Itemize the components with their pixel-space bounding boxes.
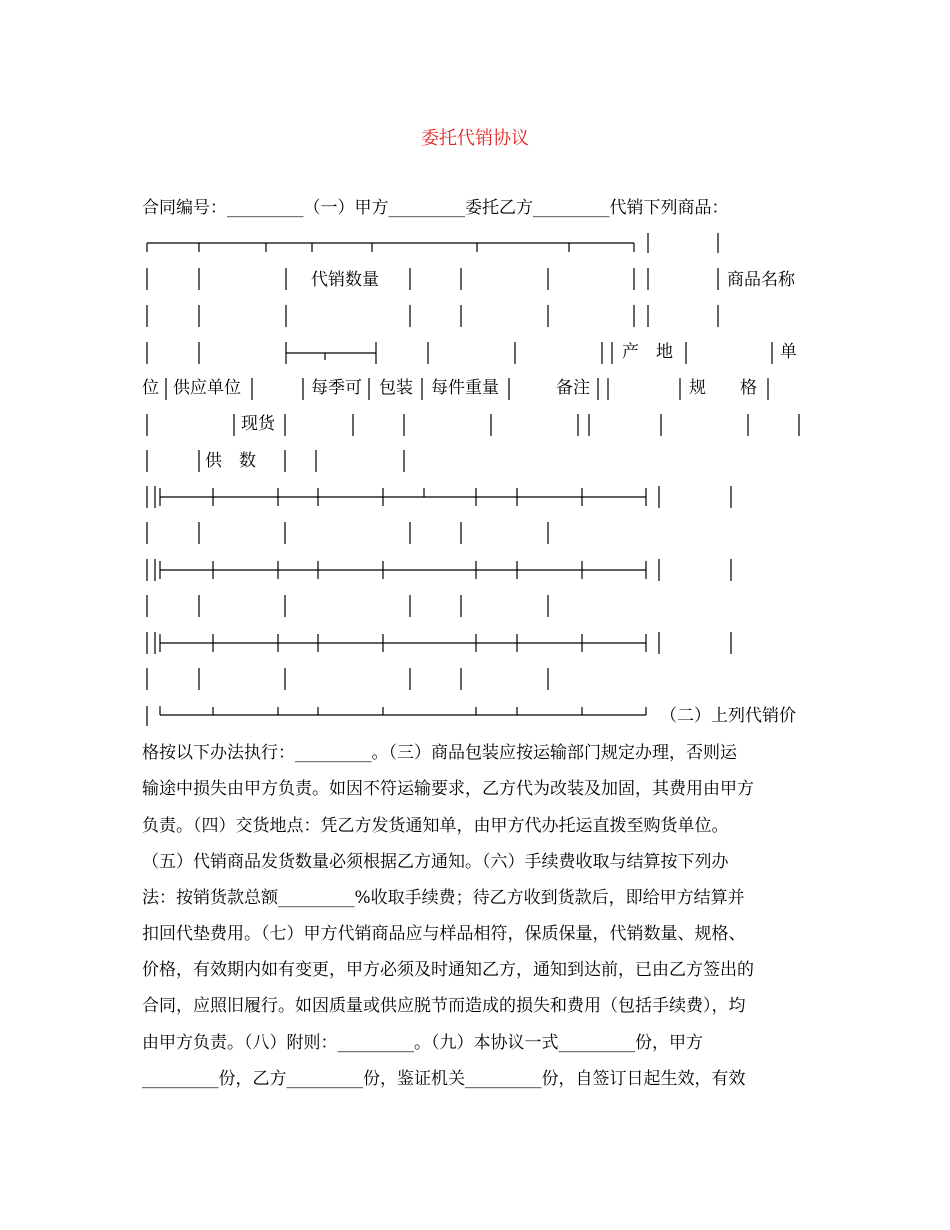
paragraph-line: _________份，乙方_________份，鉴证机关_________份，自签订日起生效，有效 [142, 1069, 746, 1089]
header-per-season: 每季可 [311, 378, 362, 398]
paragraph-line: 合同，应照旧履行。如因质量或供应脱节而造成的损失和费用（包括手续费），均 [142, 996, 746, 1016]
header-unit-a: 单 [780, 342, 797, 362]
paragraph-line: 法：按销货款总额_________%收取手续费；待乙方收到货款后，即给甲方结算并 [142, 888, 745, 908]
paragraph-line: 扣回代垫费用。（七）甲方代销商品应与样品相符，保质保量，代销数量、规格、 [142, 924, 746, 944]
header-spec: 规 格 [689, 378, 757, 398]
header-origin: 产 地 [622, 342, 673, 362]
paragraph-line: 由甲方负责。（八）附则：_________。（九）本协议一式_________份，甲方 [142, 1033, 703, 1053]
paragraph-line: 输途中损失由甲方负责。如因不符运输要求，乙方代为改装及加固，其费用由甲方 [142, 779, 754, 799]
clause-2-start: （二）上列代销价 [660, 706, 796, 726]
document-title: 委托代销协议 [421, 128, 529, 149]
paragraph-line: 格按以下办法执行：_________。（三）商品包装应按运输部门规定办理，否则运 [142, 743, 737, 763]
goods-table-lines [142, 228, 822, 728]
header-packaging: 包装 [379, 378, 413, 398]
header-stock: 现货 [241, 414, 275, 434]
paragraph-line: 价格，有效期内如有变更，甲方必须及时通知乙方，通知到达前，已由乙方签出的 [142, 960, 754, 980]
header-commission-qty: 代销数量 [311, 270, 379, 290]
contract-intro: 合同编号：_________（一）甲方_________委托乙方_________代销下列商品： [142, 198, 729, 218]
paragraph-line: 负责。（四）交货地点：凭乙方发货通知单，由甲方代办托运直拨至购货单位。 [142, 816, 729, 836]
paragraph-line: （五）代销商品发货数量必须根据乙方通知。（六）手续费收取与结算按下列办 [142, 852, 729, 872]
header-supply-qty: 供 数 [205, 451, 256, 471]
header-unit-b: 位 [142, 378, 159, 398]
header-product-name: 商品名称 [727, 270, 795, 290]
header-unit-weight: 每件重量 [431, 378, 499, 398]
header-remarks: 备注 [556, 378, 590, 398]
header-supplier: 供应单位 [173, 378, 241, 398]
